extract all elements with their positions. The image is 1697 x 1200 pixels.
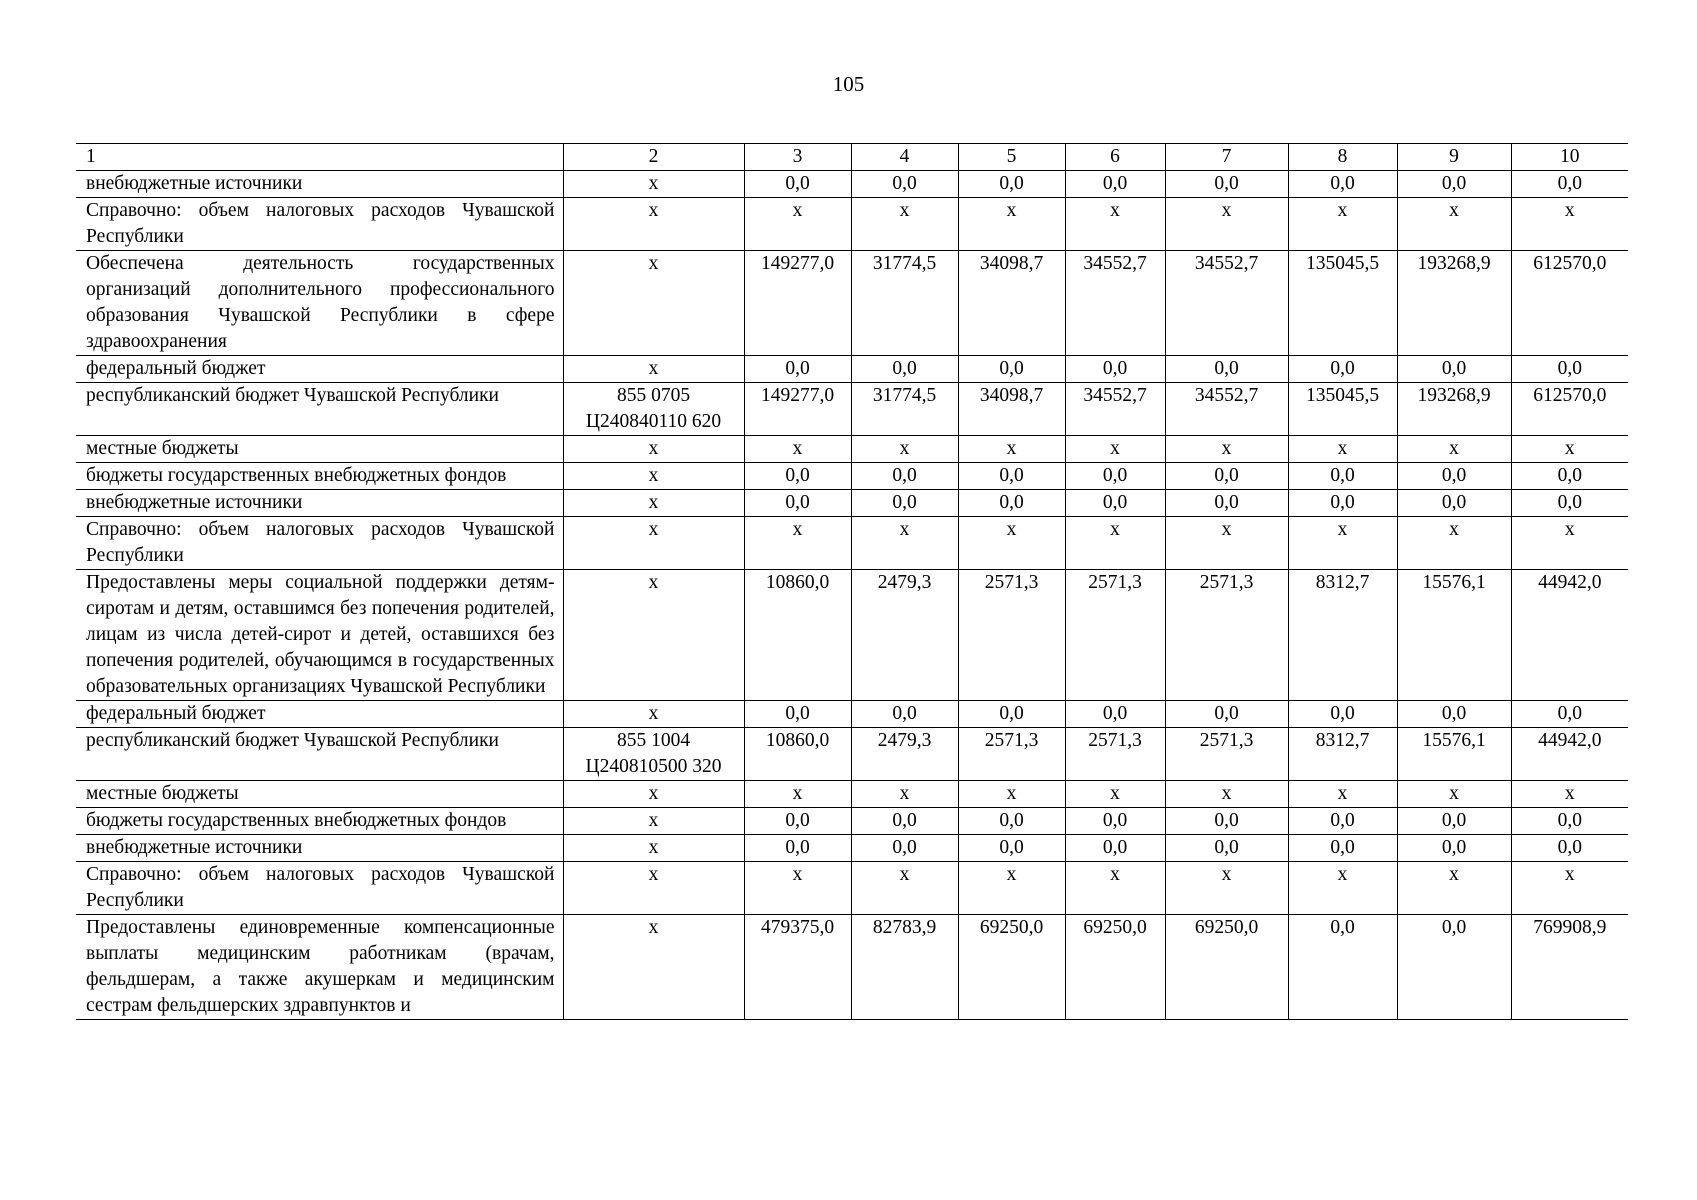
table-row [76, 728, 1628, 781]
table-row [76, 198, 1628, 251]
table-cell: 31774,5 [851, 383, 958, 436]
table-cell: 34552,7 [1065, 383, 1165, 436]
table-cell: 2571,3 [958, 570, 1065, 701]
table-cell: 0,0 [1511, 490, 1628, 517]
table-cell: 0,0 [744, 490, 851, 517]
table-cell: 0,0 [1165, 463, 1288, 490]
table-cell: 0,0 [1288, 171, 1397, 198]
column-header-3: 3 [744, 144, 851, 171]
table-cell: 0,0 [1397, 463, 1511, 490]
row-label: внебюджетные источники [76, 490, 563, 517]
table-cell: x [1065, 436, 1165, 463]
table-cell: x [958, 436, 1065, 463]
table-row [76, 517, 1628, 570]
table-cell: 8312,7 [1288, 570, 1397, 701]
table-cell: 0,0 [1511, 835, 1628, 862]
table-cell: 0,0 [744, 701, 851, 728]
table-row [76, 915, 1628, 1020]
table-cell: 0,0 [851, 463, 958, 490]
table-cell: x [1397, 862, 1511, 915]
table-cell: 0,0 [1511, 463, 1628, 490]
table-cell: x [563, 570, 744, 701]
table-row [76, 383, 1628, 436]
table-cell: 0,0 [1511, 701, 1628, 728]
table-cell: 2479,3 [851, 728, 958, 781]
column-header-10: 10 [1511, 144, 1628, 171]
table-cell: 0,0 [1165, 490, 1288, 517]
table-cell: 0,0 [1165, 356, 1288, 383]
table-cell: 0,0 [1397, 701, 1511, 728]
table-cell: 0,0 [958, 171, 1065, 198]
table-row [76, 171, 1628, 198]
table-cell: 31774,5 [851, 251, 958, 356]
table-cell: x [563, 198, 744, 251]
table-cell: 2571,3 [1065, 570, 1165, 701]
table-cell: 15576,1 [1397, 570, 1511, 701]
table-cell: x [851, 517, 958, 570]
row-label: Предоставлены единовременные компенсационные выплаты медицинским работникам (врачам, фельдшерам, а также акушеркам и медицинским сестрам фельдшерских здравпунктов и [76, 915, 563, 1020]
table-cell: 0,0 [1065, 463, 1165, 490]
table-cell: 0,0 [1288, 356, 1397, 383]
table-cell: 479375,0 [744, 915, 851, 1020]
table-cell: 0,0 [1288, 701, 1397, 728]
table-cell: x [744, 862, 851, 915]
table-cell: x [1397, 198, 1511, 251]
table-cell: 2571,3 [1065, 728, 1165, 781]
table-cell: 0,0 [744, 463, 851, 490]
table-cell: x [958, 862, 1065, 915]
table-cell: 0,0 [958, 835, 1065, 862]
table-cell: x [1288, 862, 1397, 915]
table-cell: 0,0 [1065, 490, 1165, 517]
table-cell: x [851, 436, 958, 463]
table-cell: x [563, 808, 744, 835]
table-cell: 0,0 [1397, 915, 1511, 1020]
table-cell: 8312,7 [1288, 728, 1397, 781]
table-row [76, 436, 1628, 463]
table-cell: x [1288, 517, 1397, 570]
table-cell: x [958, 517, 1065, 570]
table-cell: 193268,9 [1397, 383, 1511, 436]
table-cell: 0,0 [1288, 490, 1397, 517]
column-header-9: 9 [1397, 144, 1511, 171]
table-cell: x [1165, 198, 1288, 251]
table-cell: 0,0 [851, 701, 958, 728]
table-cell: 69250,0 [958, 915, 1065, 1020]
table-cell: x [1288, 781, 1397, 808]
table-cell: x [1165, 862, 1288, 915]
table-cell: x [1511, 198, 1628, 251]
table-cell: 0,0 [851, 171, 958, 198]
column-header-6: 6 [1065, 144, 1165, 171]
table-cell: x [1065, 198, 1165, 251]
table-cell: 0,0 [744, 356, 851, 383]
row-label: федеральный бюджет [76, 356, 563, 383]
row-label: федеральный бюджет [76, 701, 563, 728]
table-cell: 149277,0 [744, 251, 851, 356]
table-cell: 193268,9 [1397, 251, 1511, 356]
column-header-8: 8 [1288, 144, 1397, 171]
table-cell: x [958, 198, 1065, 251]
table-cell: x [851, 862, 958, 915]
table-cell: 769908,9 [1511, 915, 1628, 1020]
table-cell: x [1165, 517, 1288, 570]
table-cell: 10860,0 [744, 728, 851, 781]
table-cell: x [744, 436, 851, 463]
table-cell: 44942,0 [1511, 570, 1628, 701]
table-cell: 0,0 [1065, 835, 1165, 862]
column-header-5: 5 [958, 144, 1065, 171]
row-label: Обеспечена деятельность государственных организаций дополнительного профессионального образования Чувашской Республики в сфере здравоохранения [76, 251, 563, 356]
table-cell: 855 1004 Ц240810500 320 [563, 728, 744, 781]
table-cell: 0,0 [1065, 356, 1165, 383]
table-cell: x [958, 781, 1065, 808]
row-label: внебюджетные источники [76, 835, 563, 862]
table-cell: x [563, 490, 744, 517]
table-cell: 2479,3 [851, 570, 958, 701]
table-row [76, 781, 1628, 808]
table-cell: x [563, 251, 744, 356]
column-header-2: 2 [563, 144, 744, 171]
table-cell: 0,0 [744, 808, 851, 835]
table-cell: 0,0 [851, 835, 958, 862]
page-number: 105 [832, 72, 865, 96]
row-label: республиканский бюджет Чувашской Республики [76, 728, 563, 781]
table-cell: 0,0 [1165, 835, 1288, 862]
row-label: Справочно: объем налоговых расходов Чувашской Республики [76, 198, 563, 251]
table-cell: x [563, 463, 744, 490]
table-cell: 855 0705 Ц240840110 620 [563, 383, 744, 436]
row-label: внебюджетные источники [76, 171, 563, 198]
table-row [76, 463, 1628, 490]
table-cell: 0,0 [1397, 356, 1511, 383]
table-cell: 0,0 [744, 835, 851, 862]
table-cell: 0,0 [851, 808, 958, 835]
table-cell: x [1397, 517, 1511, 570]
table-cell: x [744, 781, 851, 808]
table-cell: 0,0 [1288, 915, 1397, 1020]
table-cell: x [563, 835, 744, 862]
table-row [76, 356, 1628, 383]
row-label: бюджеты государственных внебюджетных фондов [76, 808, 563, 835]
table-cell: x [563, 356, 744, 383]
table-row [76, 701, 1628, 728]
table-cell: 135045,5 [1288, 383, 1397, 436]
table-cell: 0,0 [958, 463, 1065, 490]
table-cell: x [1065, 781, 1165, 808]
table-cell: x [563, 701, 744, 728]
row-label: бюджеты государственных внебюджетных фондов [76, 463, 563, 490]
table-cell: x [563, 517, 744, 570]
table-cell: x [1511, 781, 1628, 808]
table-cell: 612570,0 [1511, 251, 1628, 356]
table-cell: 0,0 [1288, 463, 1397, 490]
table-cell: 0,0 [1511, 356, 1628, 383]
table-cell: 0,0 [1065, 171, 1165, 198]
table-row [76, 490, 1628, 517]
table-cell: 0,0 [1065, 808, 1165, 835]
table-row [76, 251, 1628, 356]
table-cell: x [1065, 862, 1165, 915]
table-cell: 0,0 [744, 171, 851, 198]
table-cell: 34098,7 [958, 383, 1065, 436]
table-cell: 0,0 [958, 808, 1065, 835]
table-cell: x [563, 781, 744, 808]
table-cell: 2571,3 [958, 728, 1065, 781]
table-cell: 0,0 [1288, 835, 1397, 862]
table-cell: x [1065, 517, 1165, 570]
table-cell: 34552,7 [1165, 251, 1288, 356]
table-cell: 0,0 [1397, 490, 1511, 517]
row-label: Справочно: объем налоговых расходов Чувашской Республики [76, 517, 563, 570]
table-row [76, 570, 1628, 701]
table-cell: 0,0 [1397, 808, 1511, 835]
table-cell: 149277,0 [744, 383, 851, 436]
table-cell: x [1511, 517, 1628, 570]
budget-table [76, 143, 1628, 1020]
table-cell: 0,0 [1397, 171, 1511, 198]
table-cell: 0,0 [1288, 808, 1397, 835]
table-header-row [76, 144, 1628, 171]
table-cell: x [851, 198, 958, 251]
row-label: Предоставлены меры социальной поддержки детям-сиротам и детям, оставшимся без попечения родителей, лицам из числа детей-сирот и детей, оставшихся без попечения родителей, обучающимся в государственных образовательных организациях Чувашской Республики [76, 570, 563, 701]
row-label: республиканский бюджет Чувашской Республики [76, 383, 563, 436]
table-cell: 0,0 [1511, 808, 1628, 835]
table-cell: x [1511, 436, 1628, 463]
table-cell: x [851, 781, 958, 808]
table-cell: x [563, 862, 744, 915]
table-cell: 34552,7 [1065, 251, 1165, 356]
table-cell: 69250,0 [1165, 915, 1288, 1020]
table-cell: x [563, 915, 744, 1020]
table-cell: 44942,0 [1511, 728, 1628, 781]
table-cell: x [1397, 781, 1511, 808]
table-cell: 34098,7 [958, 251, 1065, 356]
table-cell: x [1165, 436, 1288, 463]
table-cell: 10860,0 [744, 570, 851, 701]
table-cell: 82783,9 [851, 915, 958, 1020]
table-cell: 15576,1 [1397, 728, 1511, 781]
column-header-7: 7 [1165, 144, 1288, 171]
table-cell: x [563, 436, 744, 463]
table-cell: 0,0 [958, 490, 1065, 517]
table-cell: x [744, 198, 851, 251]
table-cell: x [1511, 862, 1628, 915]
table-cell: 612570,0 [1511, 383, 1628, 436]
table-row [76, 862, 1628, 915]
table-cell: 0,0 [851, 356, 958, 383]
row-label: Справочно: объем налоговых расходов Чувашской Республики [76, 862, 563, 915]
table-cell: 0,0 [1165, 808, 1288, 835]
table-cell: 0,0 [958, 701, 1065, 728]
table-cell: 0,0 [1165, 171, 1288, 198]
column-header-1: 1 [76, 144, 563, 171]
table-cell: 69250,0 [1065, 915, 1165, 1020]
row-label: местные бюджеты [76, 781, 563, 808]
table-cell: 0,0 [1511, 171, 1628, 198]
table-cell: 0,0 [1065, 701, 1165, 728]
table-row [76, 808, 1628, 835]
table-row [76, 835, 1628, 862]
table-cell: 135045,5 [1288, 251, 1397, 356]
table-cell: 0,0 [1165, 701, 1288, 728]
table-cell: x [1165, 781, 1288, 808]
table-cell: x [744, 517, 851, 570]
row-label: местные бюджеты [76, 436, 563, 463]
table-cell: x [1288, 436, 1397, 463]
table-cell: 2571,3 [1165, 728, 1288, 781]
table-cell: x [1288, 198, 1397, 251]
column-header-4: 4 [851, 144, 958, 171]
table-cell: x [1397, 436, 1511, 463]
table-cell: 2571,3 [1165, 570, 1288, 701]
table-cell: 34552,7 [1165, 383, 1288, 436]
table-cell: x [563, 171, 744, 198]
table-cell: 0,0 [851, 490, 958, 517]
table-cell: 0,0 [1397, 835, 1511, 862]
table-cell: 0,0 [958, 356, 1065, 383]
